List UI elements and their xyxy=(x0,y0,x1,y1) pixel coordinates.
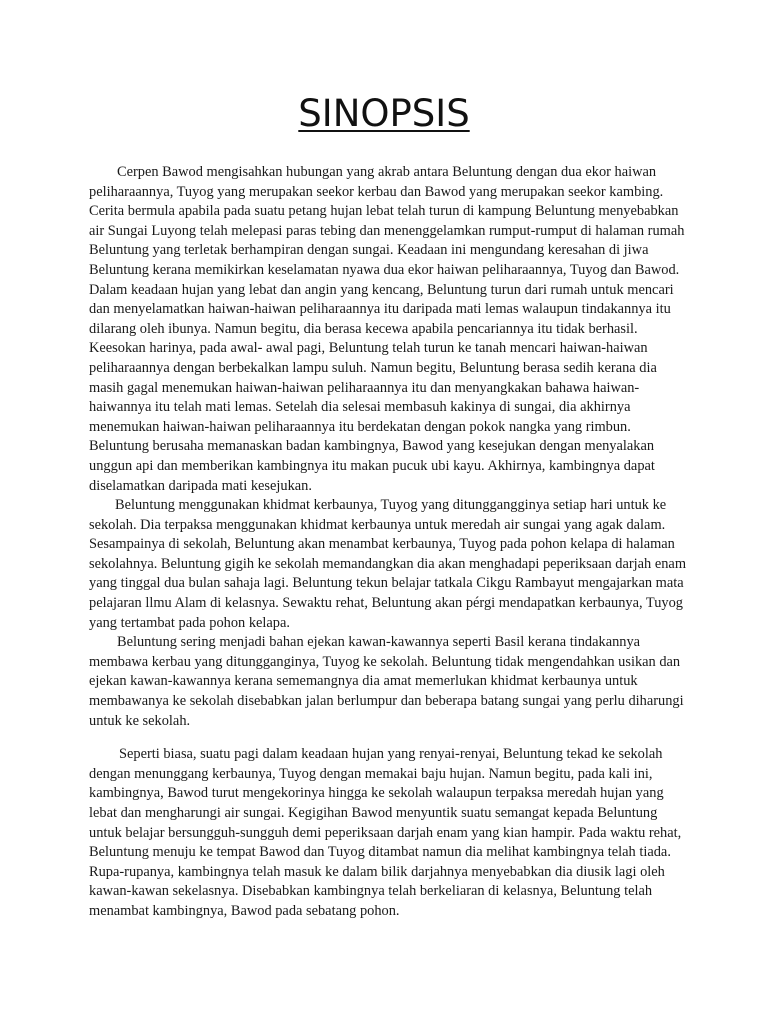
paragraph-4: Seperti biasa, suatu pagi dalam keadaan hujan yang renyai-renyai, Beluntung tekad ke sekolah dengan menunggang kerbaunya, Tuyog dengan memakai baju hujan. Namun begitu, pada kali ini, kambingnya, Bawod turut mengekorinya hingga ke sekolah walaupun terpaksa meredah hujan yang lebat dan mengharungi air sungai. Kegigihan Bawod menyuntik suatu semangat kepada Beluntung untuk belajar bersungguh-sungguh demi peperiksaan darjah enam yang kian hampir. Pada waktu rehat, Beluntung menuju ke tempat Bawod dan Tuyog ditambat namun dia melihat kambingnya telah tiada. Rupa-rupanya, kambingnya telah masuk ke dalam bilik darjahnya menyebabkan dia diusik lagi oleh kawan-kawan sekelasnya. Disebabkan kambingnya telah berkeliaran di kelasnya, Beluntung telah menambat kambingnya, Bawod pada sebatang pohon. xyxy=(89,746,682,919)
paragraph-2: Beluntung menggunakan khidmat kerbaunya, Tuyog yang ditunggangginya setiap hari untuk ke sekolah. Dia terpaksa menggunakan khidmat kerbaunya untuk meredah air sungai yang agak dalam. Sesampainya di sekolah, Beluntung akan menambat kerbaunya, Tuyog pada pohon kelapa di halaman sekolahnya. Beluntung gigih ke sekolah memandangkan dia akan menghadapi peperiksaan darjah enam yang tinggal dua bulan sahaja lagi. Beluntung tekun belajar tatkala Cikgu Rambayut mengajarkan mata pelajaran llmu Alam di kelasnya. Sewaktu rehat, Beluntung akan pérgi mendapatkan kerbaunya, Tuyog yang tertambat pada pohon kelapa. xyxy=(89,497,687,631)
paragraph-1: Cerpen Bawod mengisahkan hubungan yang akrab antara Beluntung dengan dua ekor haiwan peliharaannya, Tuyog yang merupakan seekor kerbau dan Bawod yang merupakan seekor kambing. Cerita bermula apabila pada suatu petang hujan lebat telah turun di kampung Beluntung menyebabkan air Sungai Luyong telah melepasi paras tebing dan menenggelamkan rumput-rumput di halaman rumah Beluntung yang terletak berhampiran dengan sungai. Keadaan ini mengundang keresahan di jiwa Beluntung kerana memikirkan keselamatan nyawa dua ekor haiwan peliharaannya, Tuyog dan Bawod. Dalam keadaan hujan yang lebat dan angin yang kencang, Beluntung turun dari rumah untuk mencari dan menyelamatkan haiwan-haiwan peliharaannya itu daripada mati lemas walaupun tindakannya itu dilarang oleh ibunya. Namun begitu, dia berasa kecewa apabila pencariannya itu tidak berhasil. Keesokan harinya, pada awal- awal pagi, Beluntung telah turun ke tanah mencari haiwan-haiwan peliharaannya dengan berbekalkan lampu suluh. Namun begitu, Beluntung berasa sedih kerana dia masih gagal menemukan haiwan-haiwan peliharaannya itu dan menyangkakan bahawa haiwan-haiwannya itu telah mati lemas. Setelah dia selesai membasuh kakinya di sungai, dia akhirnya menemukan haiwan-haiwan peliharaannya itu berdekatan dengan pokok nangka yang rimbun. Beluntung berusaha memanaskan badan kambingnya, Bawod yang kesejukan dengan menyalakan unggun api dan memberikan kambingnya itu makan pucuk ubi kayu. Akhirnya, kambingnya dapat diselamatkan daripada mati kesejukan. xyxy=(89,164,685,494)
page-title: SINOPSIS xyxy=(298,92,470,135)
paragraph-3: Beluntung sering menjadi bahan ejekan kawan-kawannya seperti Basil kerana tindakannya membawa kerbau yang ditungganginya, Tuyog ke sekolah. Beluntung tidak mengendahkan usikan dan ejekan kawan-kawannya kerana sememangnya dia amat memerlukan khidmat kerbaunya untuk membawanya ke sekolah disebabkan jalan berlumpur dan beberapa batang sungai yang perlu diharungi untuk ke sekolah. xyxy=(89,634,684,729)
synopsis-body xyxy=(89,163,689,922)
